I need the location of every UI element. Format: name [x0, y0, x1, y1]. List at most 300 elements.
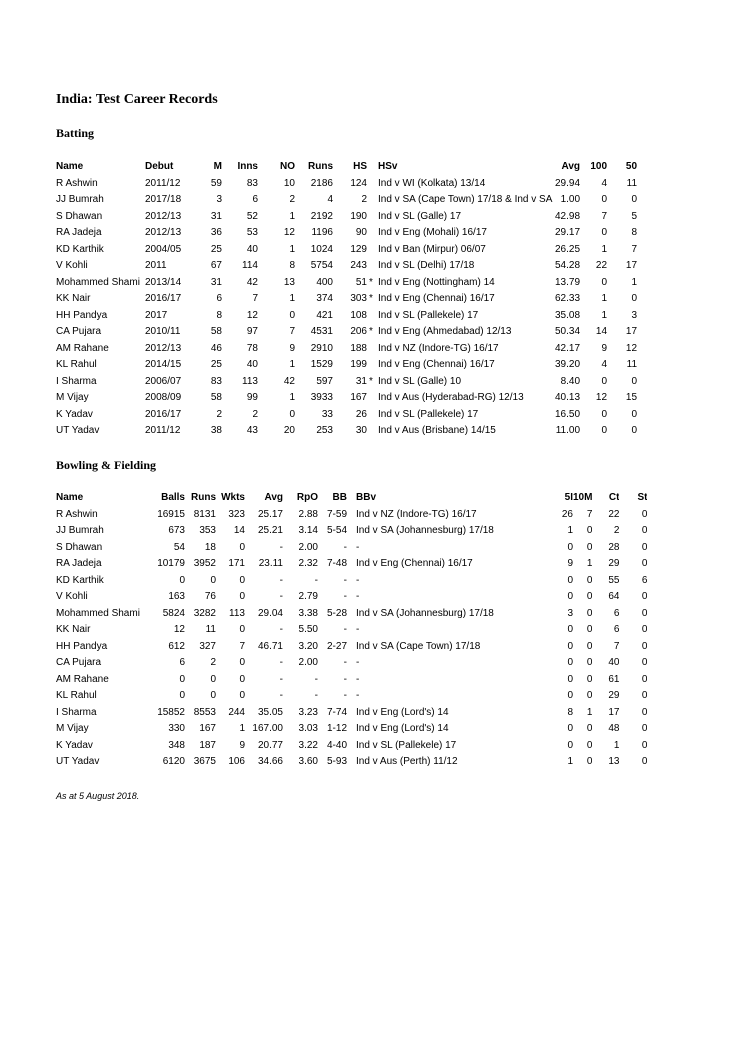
high-score-venue-cell: Ind v SL (Pallekele) 17 — [378, 309, 479, 321]
debut-cell: 2012/13 — [145, 210, 182, 222]
table-row — [56, 672, 647, 689]
not-outs-cell: 0 — [289, 408, 295, 420]
five-wickets-cell: 0 — [567, 673, 573, 685]
best-bowling-cell: 1-12 — [326, 723, 347, 734]
name-cell: AM Rahane — [56, 342, 109, 354]
balls-cell: 54 — [173, 541, 185, 553]
average-cell: 167.00 — [252, 723, 283, 734]
best-bowling-cell: 5-54 — [326, 525, 347, 536]
best-bowling-venue-cell: Ind v SA (Cape Town) 17/18 — [356, 640, 481, 652]
matches-cell: 58 — [210, 392, 222, 403]
runs-cell: 33 — [321, 408, 333, 420]
average-cell: 34.66 — [257, 756, 283, 767]
table-row — [56, 291, 637, 308]
not-out-marker-cell — [367, 390, 375, 407]
stumpings-cell: 0 — [641, 607, 648, 619]
table-row — [56, 390, 637, 407]
runs-cell: 4 — [327, 194, 333, 205]
high-score-cell: 206 — [350, 326, 367, 337]
runs-cell: 0 — [210, 673, 216, 685]
runs-cell: 11 — [205, 624, 216, 635]
average-cell: 35.05 — [257, 706, 283, 718]
best-bowling-cell: - — [343, 657, 347, 668]
name-cell: R Ashwin — [56, 508, 98, 520]
not-outs-cell: 9 — [289, 342, 295, 354]
runs-cell: 8131 — [193, 508, 216, 520]
ten-wickets-cell: 0 — [586, 574, 593, 586]
high-score-cell: 190 — [350, 210, 367, 222]
not-out-marker-cell: * — [369, 375, 373, 387]
col-header-matches: M — [213, 161, 222, 172]
not-outs-cell: 42 — [283, 375, 295, 387]
catches-cell: 6 — [613, 607, 620, 619]
hundreds-cell: 0 — [601, 276, 608, 288]
innings-cell: 113 — [242, 375, 258, 387]
ten-wickets-cell: 1 — [586, 558, 593, 569]
runs-cell: 353 — [199, 525, 216, 536]
balls-cell: 0 — [179, 673, 185, 685]
matches-cell: 31 — [210, 276, 222, 288]
table-row — [56, 655, 647, 672]
fifties-cell: 1 — [631, 276, 638, 288]
high-score-venue-cell: Ind v SA (Cape Town) 17/18 & Ind v SA — [378, 194, 553, 205]
five-wickets-cell: 0 — [567, 591, 573, 602]
not-outs-cell: 12 — [283, 227, 295, 238]
catches-cell: 40 — [608, 657, 620, 668]
stumpings-cell: 0 — [641, 756, 648, 767]
name-cell: AM Rahane — [56, 673, 109, 685]
average-cell: - — [279, 673, 283, 685]
hundreds-cell: 7 — [601, 210, 608, 222]
high-score-cell: 188 — [350, 342, 367, 354]
high-score-cell: 303 — [350, 293, 367, 304]
high-score-cell: 129 — [350, 243, 367, 255]
stumpings-cell: 0 — [641, 673, 648, 685]
wickets-cell: 171 — [228, 558, 245, 569]
col-header-ten-wickets: 10M — [573, 492, 593, 503]
not-out-marker-cell: * — [369, 276, 373, 288]
average-cell: - — [279, 574, 283, 586]
debut-cell: 2012/13 — [145, 342, 182, 354]
col-header-high-score: HS — [353, 161, 367, 172]
high-score-venue-cell: Ind v SL (Galle) 10 — [378, 375, 462, 387]
balls-cell: 16915 — [157, 508, 185, 520]
col-header-five-wickets: 5I — [564, 492, 573, 503]
innings-cell: 42 — [246, 276, 258, 288]
average-cell: 54.28 — [555, 260, 581, 271]
balls-cell: 330 — [168, 723, 185, 734]
high-score-venue-cell: Ind v Aus (Hyderabad-RG) 12/13 — [378, 392, 524, 403]
five-wickets-cell: 0 — [567, 640, 573, 652]
stumpings-cell: 0 — [641, 739, 648, 751]
average-cell: 25.17 — [257, 508, 283, 520]
table-row — [56, 341, 637, 358]
balls-cell: 15852 — [157, 706, 185, 718]
average-cell: - — [279, 690, 283, 701]
matches-cell: 67 — [210, 260, 222, 271]
fifties-cell: 7 — [631, 243, 638, 255]
wickets-cell: 0 — [239, 541, 245, 553]
name-cell: I Sharma — [56, 375, 97, 387]
not-outs-cell: 8 — [289, 260, 295, 271]
high-score-cell: 26 — [355, 408, 367, 420]
best-bowling-venue-cell: Ind v Eng (Lord's) 14 — [356, 723, 449, 734]
stumpings-cell: 0 — [641, 640, 648, 652]
innings-cell: 114 — [242, 260, 258, 271]
balls-cell: 612 — [168, 640, 185, 652]
not-outs-cell: 20 — [283, 425, 295, 436]
fifties-cell: 17 — [625, 260, 638, 271]
average-cell: 50.34 — [555, 326, 581, 337]
stumpings-cell: 0 — [641, 690, 648, 701]
runs-cell: 2192 — [310, 210, 333, 222]
debut-cell: 2011/12 — [145, 177, 181, 189]
five-wickets-cell: 9 — [567, 558, 573, 569]
innings-cell: 43 — [246, 425, 258, 436]
average-cell: 40.13 — [555, 392, 581, 403]
col-header-runs-per-over: RpO — [296, 492, 318, 503]
runs-cell: 400 — [316, 276, 333, 288]
average-cell: 1.00 — [560, 194, 581, 205]
average-cell: 29.94 — [555, 177, 581, 189]
high-score-venue-cell: Ind v WI (Kolkata) 13/14 — [378, 177, 486, 189]
table-row — [56, 705, 647, 722]
col-header-high-score-venue: HSv — [378, 161, 398, 172]
not-outs-cell: 7 — [289, 326, 295, 337]
ten-wickets-cell: 0 — [586, 673, 593, 685]
five-wickets-cell: 1 — [567, 525, 573, 536]
best-bowling-cell: - — [343, 690, 347, 701]
high-score-cell: 90 — [355, 227, 367, 238]
matches-cell: 83 — [210, 375, 222, 387]
matches-cell: 38 — [210, 425, 222, 436]
catches-cell: 22 — [608, 508, 620, 520]
runs-per-over-cell: 3.38 — [298, 607, 318, 619]
wickets-cell: 0 — [239, 673, 245, 685]
catches-cell: 29 — [608, 690, 620, 701]
not-out-marker-cell — [367, 192, 375, 209]
average-cell: 62.33 — [555, 293, 581, 304]
hundreds-cell: 4 — [601, 177, 608, 189]
innings-cell: 78 — [246, 342, 258, 354]
batting-table — [56, 159, 637, 440]
best-bowling-cell: - — [343, 624, 347, 635]
innings-cell: 6 — [252, 194, 258, 205]
ten-wickets-cell: 7 — [586, 508, 593, 520]
high-score-venue-cell: Ind v SL (Pallekele) 17 — [378, 408, 479, 420]
ten-wickets-cell: 0 — [586, 607, 593, 619]
name-cell: Mohammed Shami — [56, 607, 140, 619]
stumpings-cell: 0 — [641, 624, 648, 635]
high-score-venue-cell: Ind v Eng (Mohali) 16/17 — [378, 227, 487, 238]
balls-cell: 6 — [179, 657, 185, 668]
hundreds-cell: 1 — [601, 293, 608, 304]
innings-cell: 52 — [246, 210, 258, 222]
best-bowling-venue-cell: - — [356, 657, 360, 668]
runs-cell: 3282 — [193, 607, 216, 619]
runs-per-over-cell: 2.32 — [298, 558, 318, 569]
name-cell: KD Karthik — [56, 574, 104, 586]
runs-per-over-cell: - — [314, 673, 318, 685]
hundreds-cell: 4 — [601, 359, 608, 370]
table-row — [56, 324, 637, 341]
five-wickets-cell: 0 — [567, 723, 573, 734]
high-score-venue-cell: Ind v SL (Galle) 17 — [378, 210, 462, 222]
best-bowling-venue-cell: Ind v SA (Johannesburg) 17/18 — [356, 525, 494, 536]
catches-cell: 64 — [608, 591, 620, 602]
balls-cell: 163 — [168, 591, 185, 602]
high-score-cell: 199 — [350, 359, 367, 370]
runs-cell: 0 — [210, 690, 216, 701]
catches-cell: 13 — [608, 756, 620, 767]
name-cell: KL Rahul — [56, 359, 97, 370]
name-cell: K Yadav — [56, 739, 93, 751]
runs-cell: 167 — [199, 723, 216, 734]
runs-per-over-cell: 3.22 — [298, 739, 318, 751]
best-bowling-cell: - — [343, 541, 347, 553]
runs-per-over-cell: - — [314, 690, 318, 701]
runs-cell: 187 — [199, 739, 216, 751]
runs-cell: 1024 — [310, 243, 333, 255]
five-wickets-cell: 0 — [567, 624, 573, 635]
runs-cell: 76 — [204, 591, 216, 602]
stumpings-cell: 0 — [641, 558, 648, 569]
best-bowling-venue-cell: Ind v SL (Pallekele) 17 — [356, 739, 457, 751]
fifties-cell: 0 — [631, 293, 638, 304]
col-header-best-bowling: BB — [332, 492, 347, 503]
fifties-cell: 3 — [631, 309, 638, 321]
catches-cell: 1 — [613, 739, 620, 751]
name-cell: M Vijay — [56, 392, 89, 403]
not-out-marker-cell — [367, 423, 375, 440]
not-out-marker-cell — [367, 225, 375, 242]
innings-cell: 40 — [246, 243, 258, 255]
batting-heading: Batting — [56, 126, 95, 140]
best-bowling-cell: 4-40 — [326, 739, 347, 751]
best-bowling-cell: 7-74 — [326, 706, 347, 718]
average-cell: 42.98 — [555, 210, 581, 222]
table-row — [56, 573, 647, 590]
fifties-cell: 0 — [631, 425, 638, 436]
table-row — [56, 589, 647, 606]
not-out-marker-cell — [367, 209, 375, 226]
col-header-runs: Runs — [191, 492, 216, 503]
ten-wickets-cell: 0 — [586, 739, 593, 751]
average-cell: 35.08 — [555, 309, 581, 321]
name-cell: JJ Bumrah — [56, 525, 104, 536]
balls-cell: 348 — [168, 739, 185, 751]
runs-cell: 597 — [316, 375, 333, 387]
not-out-marker-cell: * — [369, 293, 373, 304]
wickets-cell: 0 — [239, 657, 245, 668]
stumpings-cell: 6 — [641, 574, 648, 586]
col-header-innings: Inns — [237, 161, 258, 172]
table-row — [56, 209, 637, 226]
best-bowling-venue-cell: Ind v NZ (Indore-TG) 16/17 — [356, 508, 477, 520]
runs-cell: 3933 — [310, 392, 333, 403]
col-header-not-out-marker — [367, 159, 375, 176]
matches-cell: 36 — [210, 227, 222, 238]
matches-cell: 46 — [210, 342, 222, 354]
name-cell: S Dhawan — [56, 210, 103, 222]
not-out-marker-cell: * — [369, 326, 373, 337]
matches-cell: 58 — [210, 326, 222, 337]
innings-cell: 40 — [246, 359, 258, 370]
ten-wickets-cell: 0 — [586, 624, 593, 635]
stumpings-cell: 0 — [641, 541, 648, 553]
five-wickets-cell: 26 — [561, 508, 573, 520]
not-out-marker-cell — [367, 176, 375, 193]
name-cell: UT Yadav — [56, 425, 100, 436]
wickets-cell: 9 — [239, 739, 245, 751]
name-cell: M Vijay — [56, 723, 89, 734]
runs-per-over-cell: 3.20 — [298, 640, 318, 652]
table-row — [56, 754, 647, 771]
not-out-marker-cell — [367, 308, 375, 325]
col-header-debut: Debut — [145, 161, 174, 172]
fifties-cell: 5 — [631, 210, 638, 222]
wickets-cell: 7 — [239, 640, 245, 652]
stumpings-cell: 0 — [641, 706, 648, 718]
five-wickets-cell: 0 — [567, 541, 573, 553]
balls-cell: 6120 — [162, 756, 185, 767]
best-bowling-venue-cell: - — [356, 541, 360, 553]
balls-cell: 0 — [179, 574, 185, 586]
wickets-cell: 0 — [239, 690, 245, 701]
name-cell: HH Pandya — [56, 309, 108, 321]
not-out-marker-cell — [367, 242, 375, 259]
best-bowling-venue-cell: Ind v Eng (Lord's) 14 — [356, 706, 449, 718]
col-header-name: Name — [56, 161, 84, 172]
matches-cell: 25 — [210, 359, 222, 370]
high-score-venue-cell: Ind v Eng (Nottingham) 14 — [378, 276, 495, 288]
name-cell: K Yadav — [56, 408, 93, 420]
name-cell: Mohammed Shami — [56, 276, 140, 288]
name-cell: KL Rahul — [56, 690, 97, 701]
debut-cell: 2011/12 — [145, 425, 181, 436]
table-row — [56, 556, 647, 573]
name-cell: I Sharma — [56, 706, 97, 718]
footnote: As at 5 August 2018. — [56, 791, 140, 801]
average-cell: 25.21 — [257, 525, 283, 536]
batting-header-row — [56, 159, 637, 176]
table-row — [56, 622, 647, 639]
high-score-cell: 124 — [350, 177, 367, 189]
not-outs-cell: 1 — [289, 210, 295, 222]
fifties-cell: 11 — [626, 359, 638, 370]
col-header-wickets: Wkts — [221, 492, 245, 503]
runs-cell: 1529 — [310, 359, 333, 370]
best-bowling-venue-cell: Ind v Aus (Perth) 11/12 — [356, 756, 458, 767]
table-row — [56, 738, 647, 755]
average-cell: 29.04 — [257, 607, 283, 619]
table-row — [56, 192, 637, 209]
runs-cell: 2 — [210, 657, 216, 668]
col-header-best-bowling-venue: BBv — [356, 492, 377, 503]
debut-cell: 2010/11 — [145, 326, 181, 337]
debut-cell: 2008/09 — [145, 392, 182, 403]
fifties-cell: 0 — [631, 194, 638, 205]
page-title: India: Test Career Records — [56, 92, 218, 107]
name-cell: KK Nair — [56, 624, 91, 635]
ten-wickets-cell: 0 — [586, 723, 593, 734]
average-cell: - — [279, 591, 283, 602]
table-row — [56, 275, 637, 292]
five-wickets-cell: 1 — [567, 756, 573, 767]
not-out-marker-cell — [367, 357, 375, 374]
col-header-name: Name — [56, 492, 84, 503]
table-row — [56, 176, 637, 193]
debut-cell: 2016/17 — [145, 408, 182, 420]
bowling-header-row — [56, 490, 647, 507]
stumpings-cell: 0 — [641, 508, 648, 520]
five-wickets-cell: 3 — [567, 607, 573, 619]
innings-cell: 97 — [246, 326, 258, 337]
best-bowling-cell: - — [343, 673, 347, 685]
hundreds-cell: 22 — [595, 260, 608, 271]
best-bowling-cell: 7-48 — [326, 558, 347, 569]
high-score-venue-cell: Ind v NZ (Indore-TG) 16/17 — [378, 342, 499, 354]
not-outs-cell: 2 — [289, 194, 295, 205]
matches-cell: 3 — [216, 194, 222, 205]
runs-cell: 18 — [204, 541, 216, 553]
best-bowling-cell: - — [343, 574, 347, 586]
name-cell: RA Jadeja — [56, 558, 102, 569]
runs-cell: 8553 — [193, 706, 216, 718]
runs-cell: 2910 — [310, 342, 333, 354]
hundreds-cell: 0 — [601, 375, 608, 387]
fifties-cell: 0 — [631, 408, 638, 420]
innings-cell: 12 — [246, 309, 258, 321]
ten-wickets-cell: 0 — [586, 657, 593, 668]
catches-cell: 29 — [608, 558, 620, 569]
hundreds-cell: 0 — [601, 408, 608, 420]
high-score-venue-cell: Ind v Eng (Chennai) 16/17 — [378, 359, 495, 370]
runs-per-over-cell: - — [314, 574, 318, 586]
ten-wickets-cell: 0 — [586, 690, 593, 701]
runs-cell: 3952 — [193, 558, 216, 569]
runs-cell: 5754 — [310, 260, 333, 271]
average-cell: 42.17 — [555, 342, 581, 354]
table-row — [56, 688, 647, 705]
runs-per-over-cell: 2.88 — [298, 508, 318, 520]
col-header-not-outs: NO — [280, 161, 295, 172]
debut-cell: 2017 — [145, 309, 168, 321]
bowling-fielding-table — [56, 490, 647, 771]
col-header-average: Avg — [561, 161, 581, 172]
name-cell: UT Yadav — [56, 756, 100, 767]
debut-cell: 2014/15 — [145, 359, 182, 370]
best-bowling-venue-cell: - — [356, 690, 360, 701]
name-cell: KD Karthik — [56, 243, 104, 255]
high-score-cell: 30 — [355, 425, 367, 436]
fifties-cell: 17 — [625, 326, 638, 337]
table-row — [56, 407, 637, 424]
col-header-catches: Ct — [608, 492, 620, 503]
ten-wickets-cell: 0 — [586, 640, 593, 652]
high-score-venue-cell: Ind v Eng (Ahmedabad) 12/13 — [378, 326, 512, 337]
matches-cell: 2 — [216, 408, 222, 420]
matches-cell: 59 — [210, 177, 222, 189]
table-row — [56, 242, 637, 259]
debut-cell: 2016/17 — [145, 293, 182, 304]
wickets-cell: 0 — [239, 591, 245, 602]
debut-cell: 2017/18 — [145, 194, 182, 205]
col-header-fifties: 50 — [625, 161, 638, 172]
average-cell: 13.79 — [555, 276, 581, 288]
table-row — [56, 308, 637, 325]
runs-cell: 374 — [316, 293, 333, 304]
